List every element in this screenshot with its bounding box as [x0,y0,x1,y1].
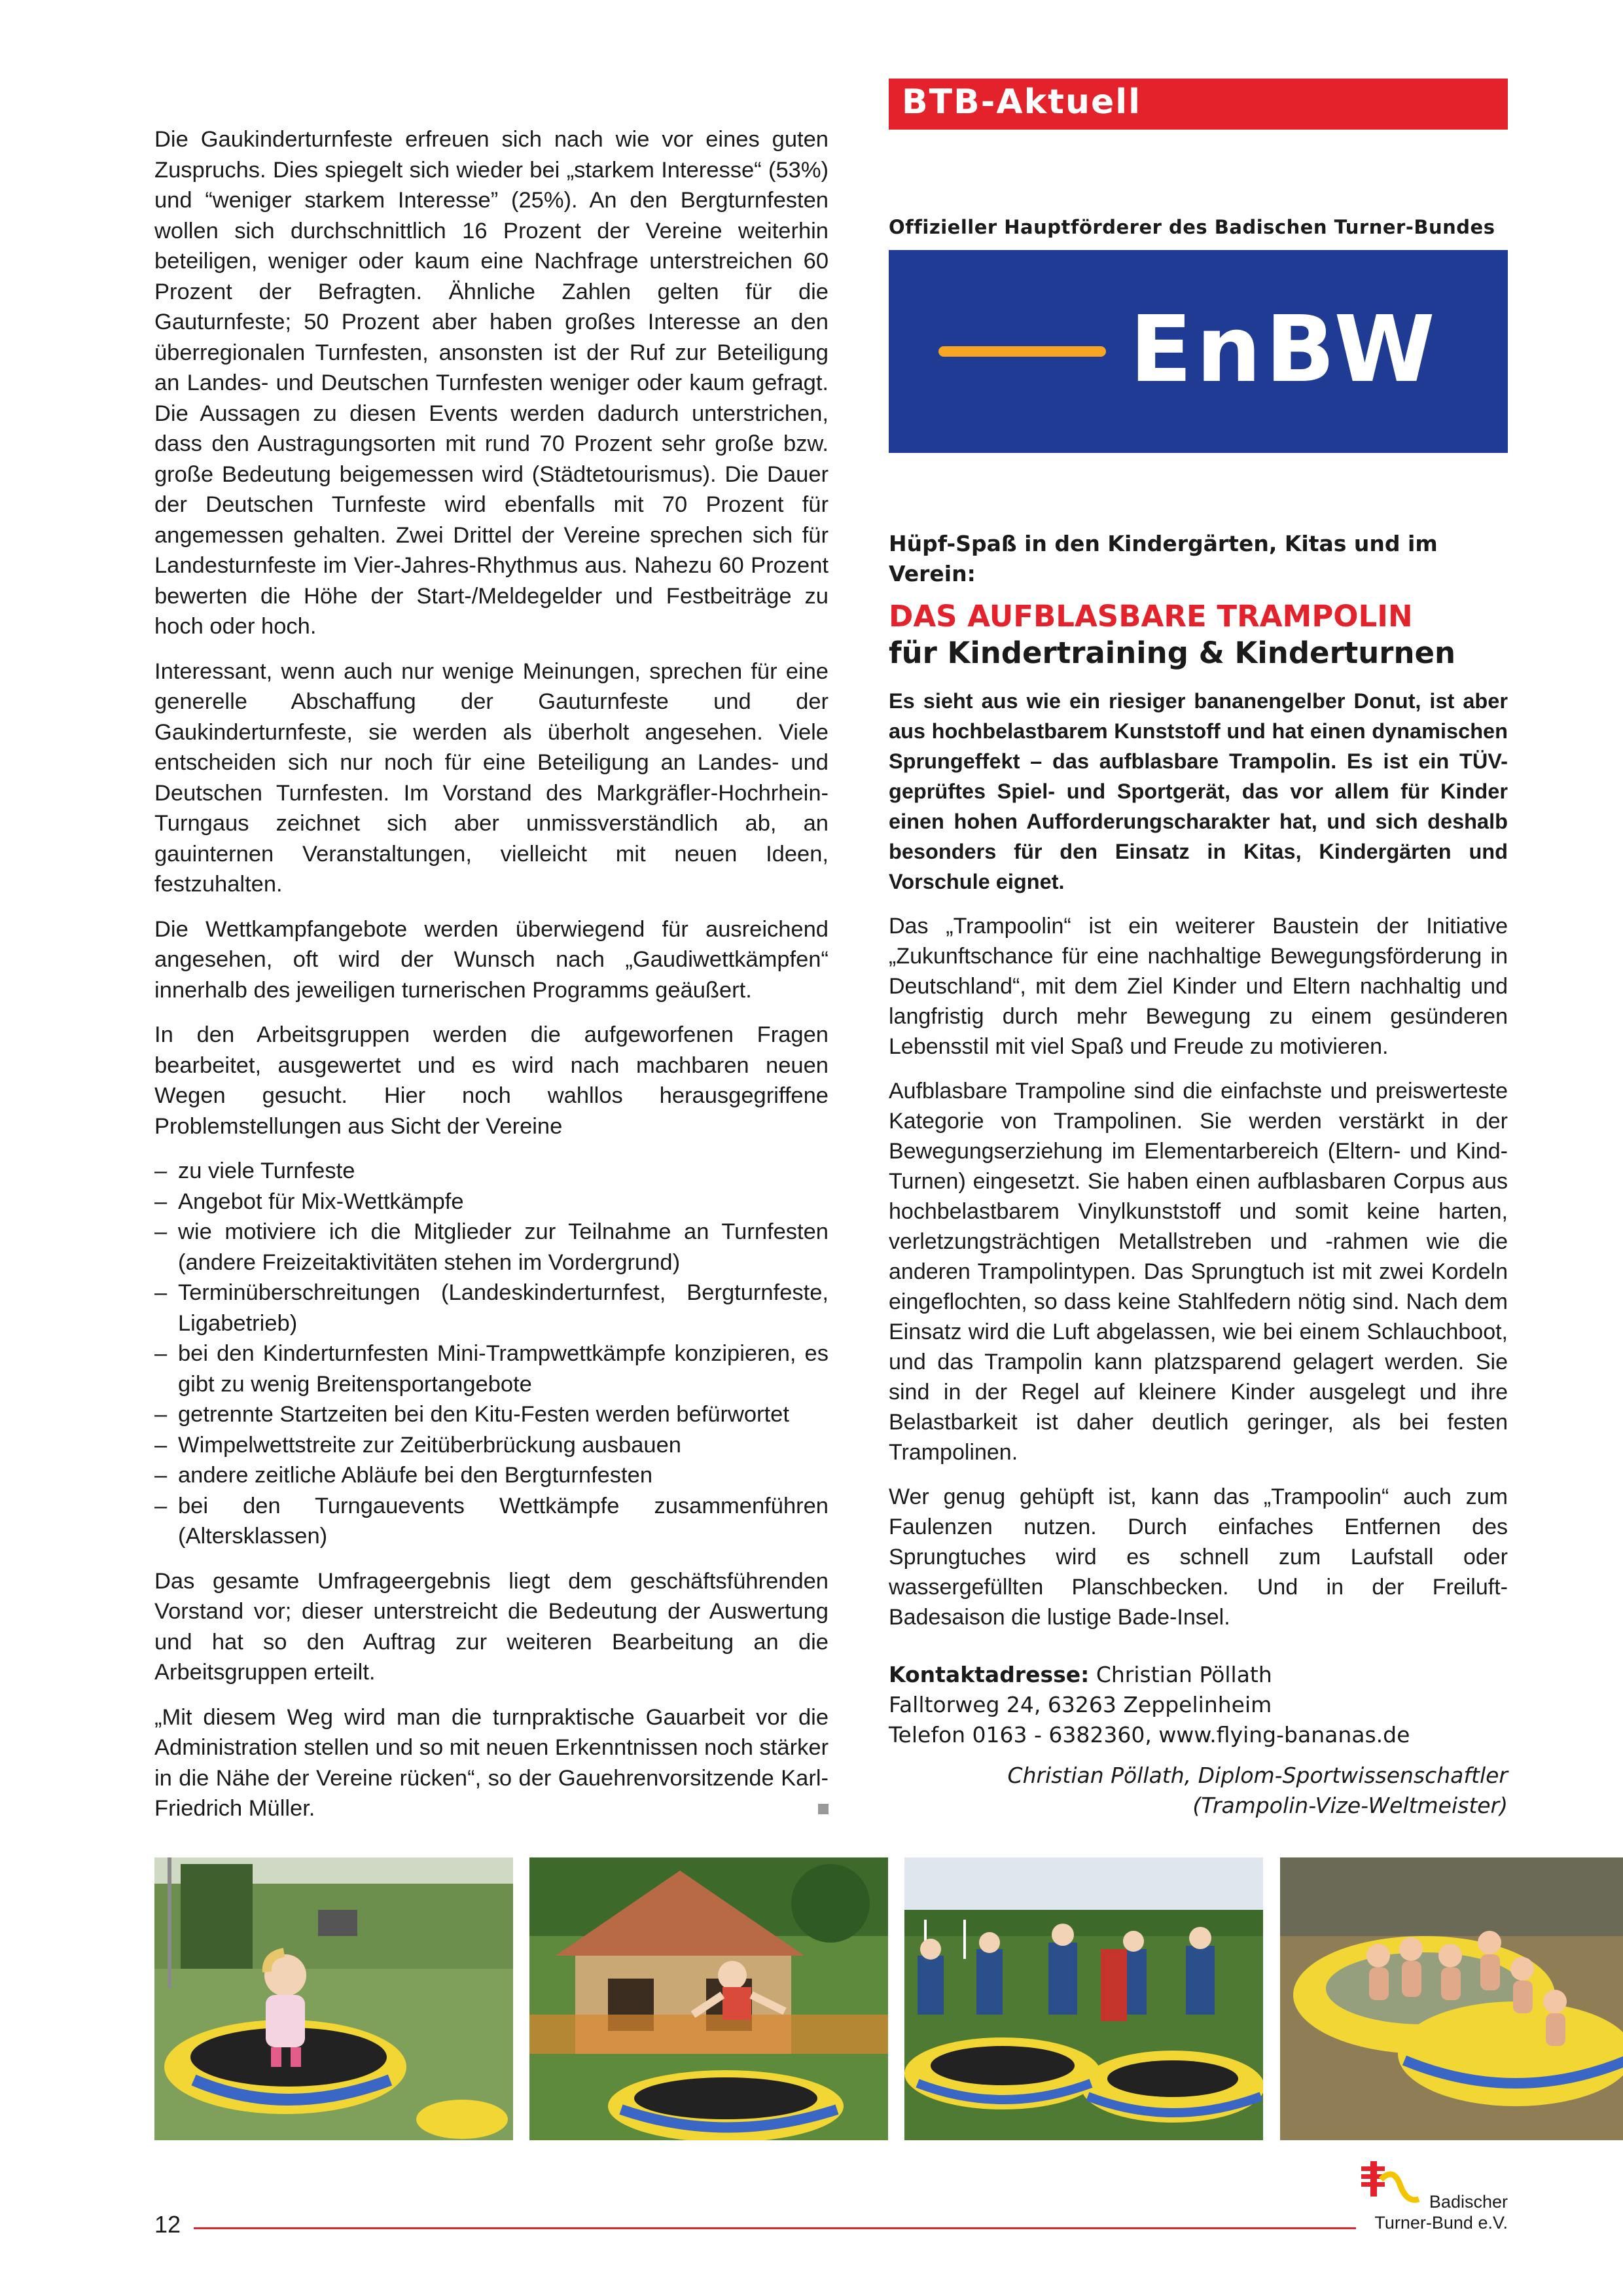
list-item: – getrennte Startzeiten bei den Kitu-Festen werden befürwortet [154,1402,789,1427]
left-paragraph: Die Wettkampfangebote werden überwiegend für ausreichend angesehen, oft wird der Wunsch nach „Gaudiwettkämpfen“ innerhalb des jeweiligen turnerischen Programms geäußert. [154,916,829,1003]
author-signature [889,1761,1508,1821]
contact-label: Kontaktadresse: [889,1662,1090,1687]
article-headline: DAS AUFBLASBARE TRAMPOLIN [889,599,1413,634]
end-of-article-mark [818,1804,829,1814]
list-item: – Terminüberschreitungen (Landeskinderturnfest, Bergturnfeste, Ligabetrieb) [154,1280,829,1336]
photo-jumping-child-garden [529,1857,888,2140]
article-paragraph: Wer genug gehüpft ist, kann das „Trampoolin“ auch zum Faulenzen nutzen. Durch einfaches Entfernen des Sprungtuches wird es schnell zum Laufstall oder wassergefüllten Planschbecken. Und in der Freiluft-Badesaison die lustige Bade-Insel. [889,1484,1508,1630]
article-paragraph: Aufblasbare Trampoline sind die einfachste und preiswerteste Kategorie von Trampolinen. Sie werden verstärkt in der Bewegungserziehung im Elementarbereich (Eltern- und Kind-Turnen) eingesetzt. Sie haben einen aufblasbaren Corpus aus hochbelastbarem Vinylkunststoff und somit keine harten, verletzungsträchtigen Metallstreben und -rahmen wie die anderen Trampolintypen. Das Sprungtuch ist mit zwei Kordeln eingeflochten, so dass keine Stahlfedern nötig sind. Nach dem Einsatz wird die Luft abgelassen, wie bei einem Schlauchboot, und das Trampolin kann platzsparend gelagert werden. Sie sind in der Regel auf kleinere Kinder ausgelegt und ihre Belastbarkeit ist daher deutlich geringer, als bei festen Trampolinen. [889,1079,1508,1465]
page-number: 12 [154,2211,181,2238]
left-paragraph: Das gesamte Umfrageergebnis liegt dem geschäftsführenden Vorstand vor; dieser unterstreicht die Bedeutung der Auswertung und hat so den Auftrag zur weiteren Bearbeitung an die Arbeitsgruppen erteilt. [154,1568,829,1685]
contact-block [889,1660,1508,1750]
contact-address: Falltorweg 24, 63263 Zeppelinheim [889,1692,1272,1717]
left-paragraph: Interessant, wenn auch nur wenige Meinungen, sprechen für eine generelle Abschaffung der Gauturnfeste und der Gaukinderturnfeste, sie werden als überholt angesehen. Viele entscheiden sich nur noch für eine Beteiligung an Landes- und Deutschen Turnfesten. Im Vorstand des Markgräfler-Hochrhein-Turngaus zeichnet sich aber unmissverständlich ab, an gauinternen Veranstaltungen, vielleicht mit neuen Ideen, festzuhalten. [154,658,829,897]
trampoline-article [889,529,1508,1821]
list-item: – Wimpelwettstreite zur Zeitüberbrückung ausbauen [154,1432,681,1458]
enbw-logo-banner [889,250,1508,453]
left-paragraph: Die Gaukinderturnfeste erfreuen sich nach wie vor eines guten Zuspruchs. Dies spiegelt sich wieder bei „starkem Interesse“ (53%) und “weniger starkem Interesse” (25%). An den Bergturnfesten wollen sich durchschnittlich 16 Prozent der Vereine weiterhin beteiligen, weniger oder kaum eine Nachfrage unterstreichen 60 Prozent der Befragten. Ähnliche Zahlen gelten für die Gauturnfeste; 50 Prozent aber haben großes Interesse an den überregionalen Turnfesten, ansonsten ist der Ruf zur Beteiligung an Landes- und Deutschen Turnfesten weniger oder kaum gefragt. Die Aussagen zu diesen Events werden dadurch unterstrichen, dass den Austragungsorten mit rund 70 Prozent sehr große bzw. große Bedeutung beigemessen wird (Städtetourismus). Die Dauer der Deutschen Turnfeste wird ebenfalls mit 70 Prozent für angemessen gehalten. Zwei Drittel der Vereine sprechen sich für Landesturnfeste im Vier-Jahres-Rhythmus aus. Nahezu 60 Prozent bewerten die Höhe der Start-/Meldegelder und Festbeiträge zu hoch oder hoch. [154,127,829,639]
sponsor-label: Offizieller Hauptförderer des Badischen Turner-Bundes [889,216,1495,238]
contact-phone: Telefon 0163 - 6382360, www.flying-bananas.de [889,1722,1410,1748]
enbw-logo-text: EnBW [1130,296,1439,403]
article-subheadline: für Kindertraining & Kinderturnen [889,636,1456,670]
photo-strip [154,1857,1508,2140]
photo-toddler-trampoline [154,1857,513,2140]
photo-trampoline-in-water [1280,1857,1623,2140]
btb-logo-text: Badischer Turner-Bund e.V. [1374,2192,1508,2233]
list-item: – bei den Turngauevents Wettkämpfe zusammenführen (Altersklassen) [154,1493,829,1549]
list-item: – Angebot für Mix-Wettkämpfe [154,1189,464,1214]
list-item: – bei den Kinderturnfesten Mini-Trampwettkämpfe konzipieren, es gibt zu wenig Breitensportangebote [154,1341,829,1397]
article-paragraph: Das „Trampoolin“ ist ein weiterer Baustein der Initiative „Zukunftschance für eine nachhaltige Bewegungsförderung in Deutschland“, mit dem Ziel Kinder und Eltern nachhaltig und langfristig durch mehr Bewegung zu einem gesünderen Lebensstil mit viel Spaß und Freude zu motivieren. [889,914,1508,1059]
section-label: BTB-Aktuell [902,82,1141,122]
section-header-bar [889,79,1508,130]
photo-group-trampolines-outdoor [904,1857,1263,2140]
list-item: – wie motiviere ich die Mitglieder zur Teilnahme an Turnfesten (andere Freizeitaktivitäten stehen im Vordergrund) [154,1219,829,1275]
article-kicker: Hüpf-Spaß in den Kindergärten, Kitas und im Verein: [889,531,1438,586]
left-column [154,124,829,1839]
signature-line: (Trampolin-Vize-Weltmeister) [1192,1793,1508,1818]
list-item: – andere zeitliche Abläufe bei den Bergturnfesten [154,1463,653,1488]
left-paragraph: „Mit diesem Weg wird man die turnpraktische Gauarbeit vor die Administration stellen und so mit neuen Erkenntnissen noch stärker in die Nähe der Vereine rücken“, so der Gauehrenvorsitzende Karl-Friedrich Müller. [154,1704,829,1821]
problem-list [154,1156,829,1552]
list-item: – zu viele Turnfeste [154,1158,355,1183]
article-lead: Es sieht aus wie ein riesiger bananengelber Donut, ist aber aus hochbelastbarem Kunststoff und hat einen dynamischen Sprungeffekt – das aufblasbare Trampolin. Es ist ein TÜV-geprüftes Spiel- und Sportgerät, das vor allem für Kinder einen hohen Aufforderungscharakter hat, und sich deshalb besonders für den Einsatz in Kitas, Kindergärten und Vorschule eignet. [889,689,1508,893]
left-paragraph: In den Arbeitsgruppen werden die aufgeworfenen Fragen bearbeitet, ausgewertet und es wird nach machbaren neuen Wegen gesucht. Hier noch wahllos herausgegriffene Problemstellungen aus Sicht der Vereine [154,1022,829,1139]
footer-rule [194,2227,1356,2229]
signature-line: Christian Pöllath, Diplom-Sportwissenschaftler [1007,1763,1508,1788]
contact-name: Christian Pöllath [1096,1662,1272,1687]
enbw-orange-stripe [938,346,1106,357]
